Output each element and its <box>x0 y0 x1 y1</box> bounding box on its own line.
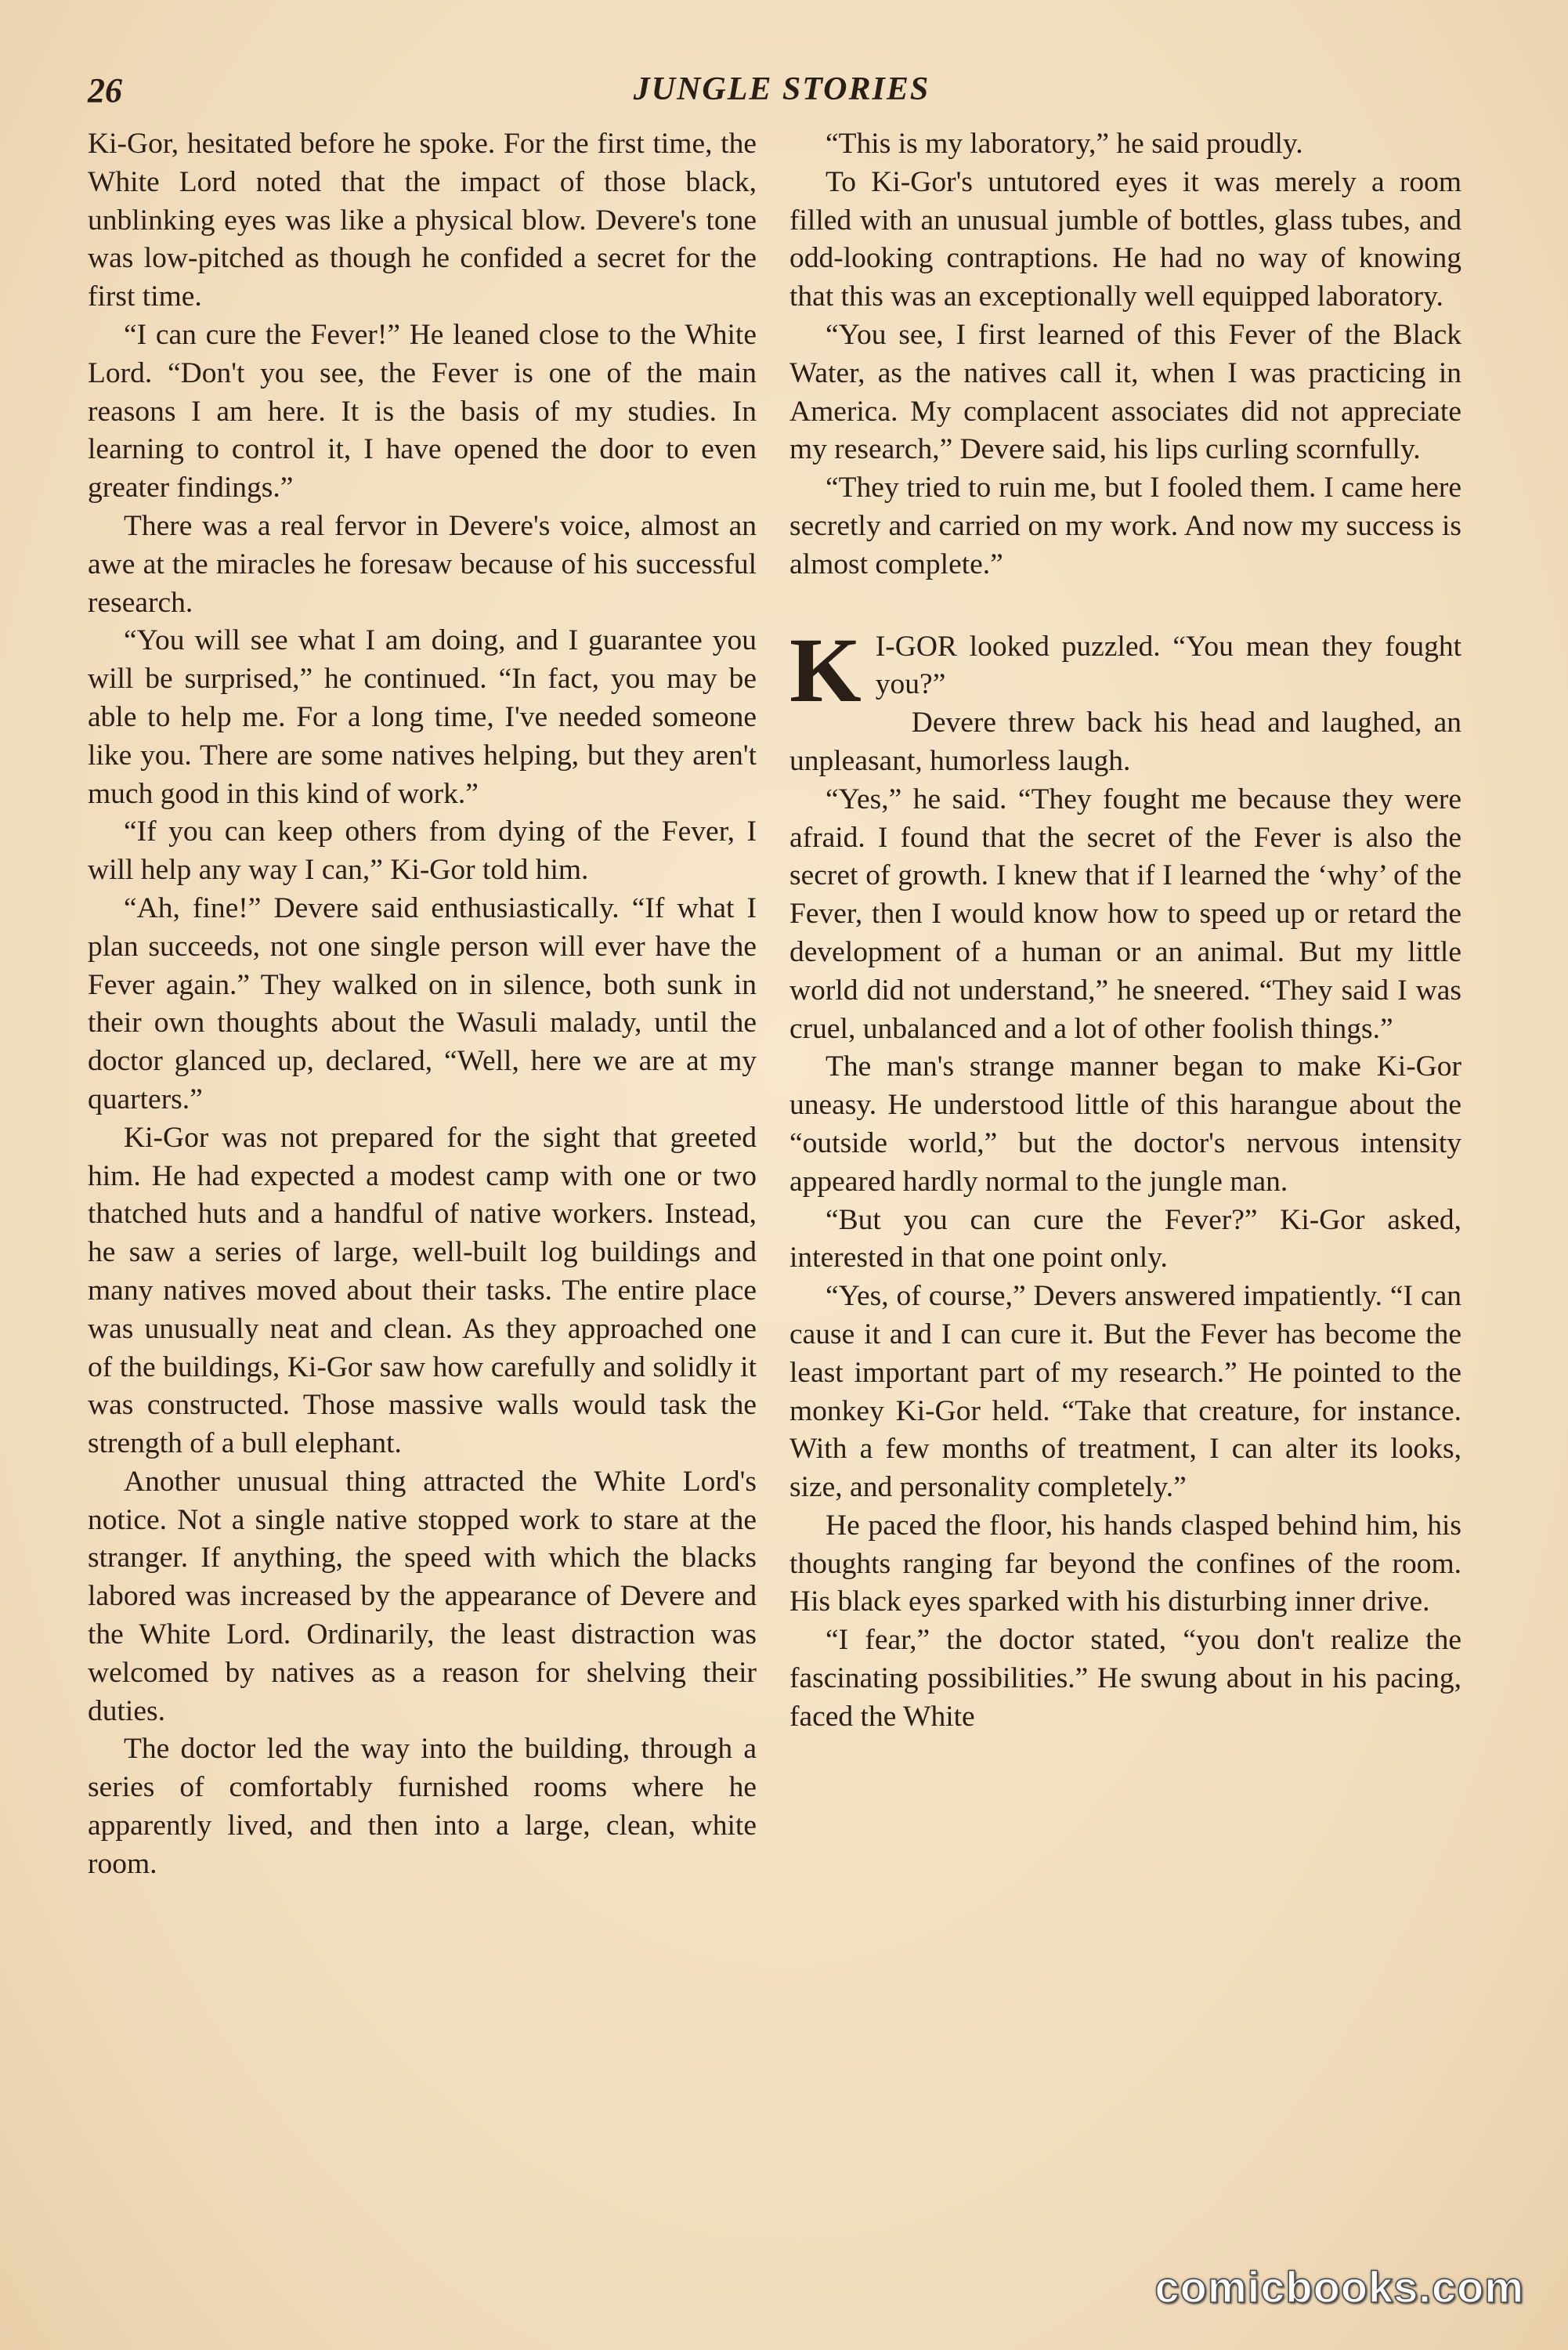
paragraph: “But you can cure the Fever?” Ki-Gor asked, interested in that one point only. <box>789 1203 1461 1274</box>
paragraph: “Yes, of course,” Devers answered impatiently. “I can cause it and I can cure it. But the Fever has become the least important part of my research.” He pointed to the monkey Ki-Gor held. “Take that creature, for instance. With a few months of treatment, I can alter its looks, size, and personality completely.” <box>789 1280 1461 1504</box>
paragraph: “They tried to ruin me, but I fooled them. I came here secretly and carried on my work. And now my success is almost complete.” <box>789 472 1461 580</box>
paragraph: Devere threw back his head and laughed, an unpleasant, humorless laugh. <box>789 707 1461 777</box>
right-text-column <box>789 125 1461 1737</box>
paragraph: “I fear,” the doctor stated, “you don't realize the fascinating possibilities.” He swung about in his pacing, faced the White <box>789 1624 1461 1733</box>
paragraph: The man's strange manner began to make Ki-Gor uneasy. He understood little of this harangue about the “outside world,” but the doctor's nervous intensity appeared hardly normal to the jungle man. <box>789 1050 1461 1198</box>
running-title: JUNGLE STORIES <box>633 71 930 107</box>
paragraph: To Ki-Gor's untutored eyes it was merely a room filled with an unusual jumble of bottles, glass tubes, and odd-looking contraptions. He had no way of knowing that this was an exceptionally well equipped laboratory. <box>789 165 1461 313</box>
paragraph: He paced the floor, his hands clasped behind him, his thoughts ranging far beyond the confines of the room. His black eyes sparked with his disturbing inner drive. <box>789 1509 1461 1618</box>
paragraph: Ki-Gor was not prepared for the sight that greeted him. He had expected a modest camp with one or two thatched huts and a handful of native workers. Instead, he saw a series of large, well-built log buildings and many natives moved about their tasks. The entire place was unusually neat and clean. As they approached one of the buildings, Ki-Gor saw how carefully and solidly it was constructed. Those massive walls would task the strength of a bull elephant. <box>88 1121 757 1460</box>
paragraph: There was a real fervor in Devere's voice, almost an awe at the miracles he foresaw because of his successful research. <box>88 509 757 619</box>
paragraph: “You see, I first learned of this Fever of the Black Water, as the natives call it, when I was practicing in America. My complacent associates did not appreciate my research,” Devere said, his lips curling scornfully. <box>789 318 1461 466</box>
paragraph: “This is my laboratory,” he said proudly. <box>826 128 1303 160</box>
drop-cap-letter: K <box>789 618 862 721</box>
paragraph: “Yes,” he said. “They fought me because they were afraid. I found that the secret of the Fever is also the secret of growth. I knew that if I learned the ‘why’ of the Fever, then I would know how to speed up or retard the development of a human or an animal. But my little world did not understand,” he sneered. “They said I was cruel, unbalanced and a lot of other foolish things.” <box>789 783 1461 1045</box>
paragraph: “I can cure the Fever!” He leaned close to the White Lord. “Don't you see, the Fever is one of the main reasons I am here. It is the basis of my studies. In learning to control it, I have opened the door to even greater findings.” <box>88 318 757 504</box>
page-number: 26 <box>88 71 122 110</box>
section-break <box>789 584 1461 628</box>
left-text-column <box>88 125 757 1884</box>
drop-cap-paragraph <box>789 618 1461 721</box>
paragraph: The doctor led the way into the building, through a series of comfortably furnished rooms where he apparently lived, and then into a large, clean, white room. <box>88 1733 757 1880</box>
paragraph: “Ah, fine!” Devere said enthusiastically. “If what I plan succeeds, not one single person will ever have the Fever again.” They walked on in silence, both sunk in their own thoughts about the Wasuli malady, until the doctor glanced up, declared, “Well, here we are at my quarters.” <box>88 891 757 1115</box>
paragraph: Another unusual thing attracted the White Lord's notice. Not a single native stopped work to stare at the stranger. If anything, the speed with which the blacks labored was increased by the appearance of Devere and the White Lord. Ordinarily, the least distraction was welcomed by natives as a reason for shelving their duties. <box>88 1465 757 1727</box>
paragraph: “You will see what I am doing, and I guarantee you will be surprised,” he continued. “In fact, you may be able to help me. For a long time, I've needed someone like you. There are some natives helping, but they aren't much good in this kind of work.” <box>88 624 757 810</box>
paragraph: “If you can keep others from dying of the Fever, I will help any way I can,” Ki-Gor told him. <box>88 815 757 887</box>
page-header <box>88 70 1476 114</box>
paragraph: Ki-Gor, hesitated before he spoke. For the first time, the White Lord noted that the impact of those black, unblinking eyes was like a physical blow. Devere's tone was low-pitched as though he confided a secret for the first time. <box>88 128 757 313</box>
drop-cap-text: I-GOR looked puzzled. “You mean they fought you?” <box>875 630 1461 701</box>
watermark: comicbooks.com <box>1154 2262 1524 2312</box>
